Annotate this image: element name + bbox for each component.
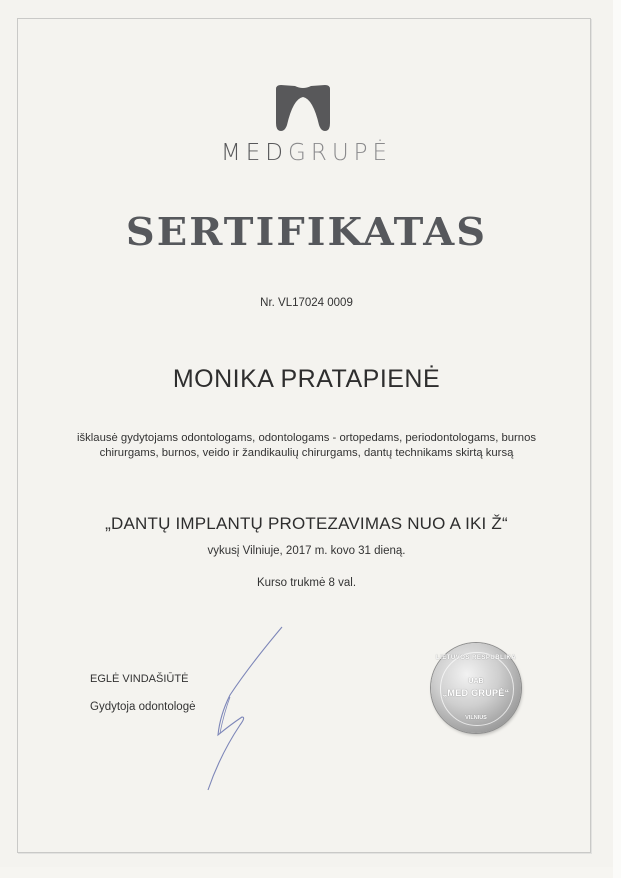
seal-uab-text: UAB — [468, 678, 484, 685]
brand-name-med: MED — [220, 140, 289, 166]
signer-name: EGLĖ VINDAŠIŪTĖ — [90, 673, 189, 685]
course-title: „DANTŲ IMPLANTŲ PROTEZAVIMAS NUO A IKI Ž“ — [105, 514, 508, 533]
course-description: išklausė gydytojams odontologams, odontologams - ortopedams, periodontologams, burnos chirurgams, burnos, veido ir žandikaulių chirurgams, dantų technikams skirtą kursą — [76, 432, 537, 459]
certificate-title: SERTIFIKATAS — [125, 209, 488, 254]
seal-bottom-text: VILNIUS — [465, 715, 487, 721]
brand-name — [0, 140, 613, 166]
certificate-number: Nr. VL17024 0009 — [260, 297, 353, 309]
signature-icon — [190, 625, 290, 795]
tooth-logo-icon — [273, 85, 333, 135]
seal-main-text: „MED GRUPĖ“ — [442, 688, 510, 698]
stamp-seal-icon — [431, 643, 521, 733]
course-date-location: vykusį Vilniuje, 2017 m. kovo 31 dieną. — [207, 545, 406, 557]
course-duration: Kurso trukmė 8 val. — [256, 577, 357, 589]
seal-top-text: LIETUVOS RESPUBLIKA — [435, 655, 517, 661]
paper-shadow — [613, 0, 621, 878]
recipient-name: MONIKA PRATAPIENĖ — [172, 365, 441, 393]
signer-role: Gydytoja odontologė — [90, 701, 196, 713]
brand-name-grupe: GRUPĖ — [288, 140, 393, 166]
